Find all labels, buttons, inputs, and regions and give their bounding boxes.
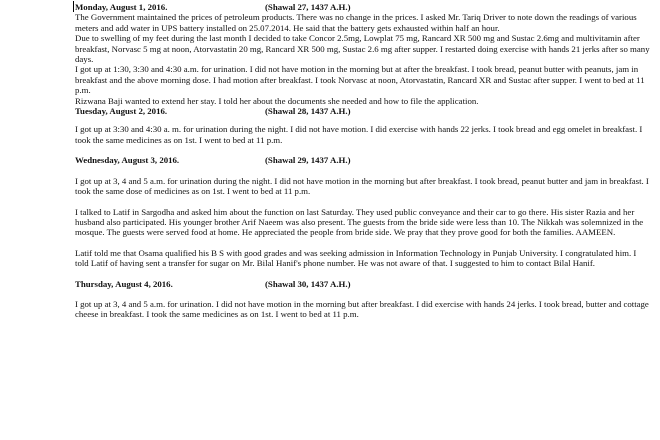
text-cursor [73,1,74,12]
entry-paragraph: Rizwana Baji wanted to extend her stay. I told her about the documents she needed and how to file the application. [75,95,479,106]
entry-paragraph: I got up at 1:30, 3:30 and 4:30 a.m. for urination. I did not have motion in the morning but at after the breakfast. I took bread, peanut butter with peanuts, jam in breakfast and the above morning dose. I had motion after breakfast. I took Norvasc at noon, Atorvastatin, Rancard XR and Sustac after supper. I went to bed at 11 p.m. [75,64,645,96]
entry-heading-thursday [75,279,650,289]
entry-heading-monday [75,2,650,12]
entry-day: Thursday, August 4, 2016. [75,278,173,289]
entry-paragraph: The Government maintained the prices of petroleum products. There was no change in the prices. I asked Mr. Tariq Driver to note down the readings of various meters and add water in UPS battery installed on 25.07.2014. He said that the battery gets exhausted within half an hour. [75,12,637,33]
entry-paragraph: Due to swelling of my feet during the last month I decided to take Concor 2.5mg, Lowplat 75 mg, Rancard XR 500 mg and Sustac 2.6mg and multivitamin after breakfast, Norvasc 5 mg at noon, Atorvastatin 20 mg, Rancard XR 500 mg, Sustac 2.6 mg after supper. I restarted doing exercise with hands 21 jerks after so many days. [75,33,650,65]
entry-paragraph: I talked to Latif in Sargodha and asked him about the function on last Saturday. They used public conveyance and their car to go there. His sister Razia and her husband also participated. His younger brother Arif Naeem was also present. The guests from the bride side were less than 10. The Nikkah was solemnized in the mosque. The guests were served food at home. He appreciated the people from bride side. We pray that they prove good for both the families. AAMEEN. [75,206,644,238]
entry-paragraph: Latif told me that Osama qualified his B S with good grades and was seeking admission in Information Technology in Punjab University. I congratulated him. I told Latif of having sent a transfer for sugar on Mr. Bilal Hanif's phone number. He was not aware of that. I suggested to him to contact Bilal Hanif. [75,247,637,269]
entry-day: Wednesday, August 3, 2016. [75,155,180,166]
entry-paragraph: I got up at 3, 4 and 5 a.m. for urination during the night. I did not have motion in the morning but after breakfast. I took bread, peanut butter and jam in breakfast. I took the same dose of medicines as on 1st. I went to bed at 11 p.m. [75,175,649,197]
entry-day: Tuesday, August 2, 2016. [75,106,168,117]
entry-hijri: (Shawal 28, 1437 A.H.) [265,106,351,117]
entry-paragraph: I got up at 3:30 and 4:30 a. m. for urination during the night. I did not have motion. I did exercise with hands 22 jerks. I took bread and egg omelet in breakfast. I took the same medicines as on 1st. I went to bed at 11 p.m. [75,124,643,145]
entry-day: Monday, August 1, 2016. [75,2,168,12]
entry-hijri: (Shawal 30, 1437 A.H.) [265,278,351,289]
entry-heading-wednesday [75,155,650,165]
entry-hijri: (Shawal 27, 1437 A.H.) [265,2,351,12]
entry-hijri: (Shawal 29, 1437 A.H.) [265,155,351,166]
entry-paragraph: I got up at 3, 4 and 5 a.m. for urination. I did not have motion in the morning but after breakfast. I did exercise with hands 24 jerks. I took bread, butter and cottage cheese in breakfast. I took the same medicines as on 1st. I went to bed at 11 p.m. [75,298,649,320]
entry-heading-tuesday [75,106,650,116]
